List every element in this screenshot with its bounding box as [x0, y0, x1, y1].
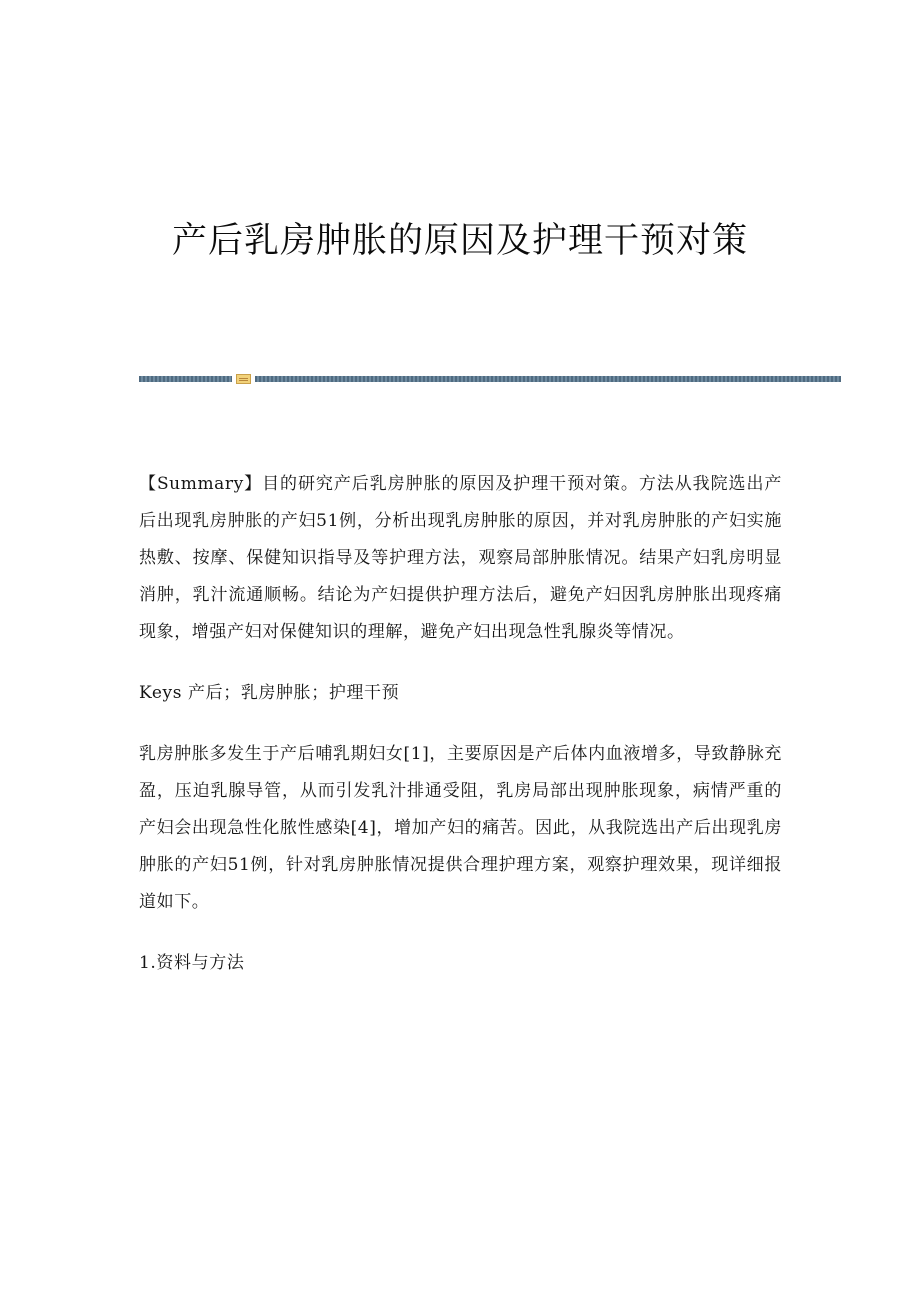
- summary-paragraph: 【Summary】目的研究产后乳房肿胀的原因及护理干预对策。方法从我院选出产后出现乳房肿胀的产妇51例，分析出现乳房肿胀的原因，并对乳房肿胀的产妇实施热敷、按摩、保健知识指导及等护理方法，观察局部肿胀情况。结果产妇乳房明显消肿，乳汁流通顺畅。结论为产妇提供护理方法后，避免产妇因乳房肿胀出现疼痛现象，增强产妇对保健知识的理解，避免产妇出现急性乳腺炎等情况。: [139, 474, 782, 642]
- keywords-paragraph: Keys 产后；乳房肿胀；护理干预: [139, 683, 400, 703]
- divider-bar-left: [139, 376, 232, 382]
- divider-bar-right: [255, 376, 841, 382]
- title-divider: [139, 374, 841, 384]
- document-body: [139, 466, 782, 1006]
- section-heading: 1.资料与方法: [139, 953, 245, 973]
- intro-paragraph: 乳房肿胀多发生于产后哺乳期妇女[1]，主要原因是产后体内血液增多，导致静脉充盈，压迫乳腺导管，从而引发乳汁排通受阻，乳房局部出现肿胀现象，病情严重的产妇会出现急性化脓性感染[4]，增加产妇的痛苦。因此，从我院选出产后出现乳房肿胀的产妇51例，针对乳房肿胀情况提供合理护理方案，观察护理效果，现详细报道如下。: [139, 744, 782, 912]
- divider-emblem-icon: [236, 374, 251, 384]
- document-title: 产后乳房肿胀的原因及护理干预对策: [171, 221, 748, 261]
